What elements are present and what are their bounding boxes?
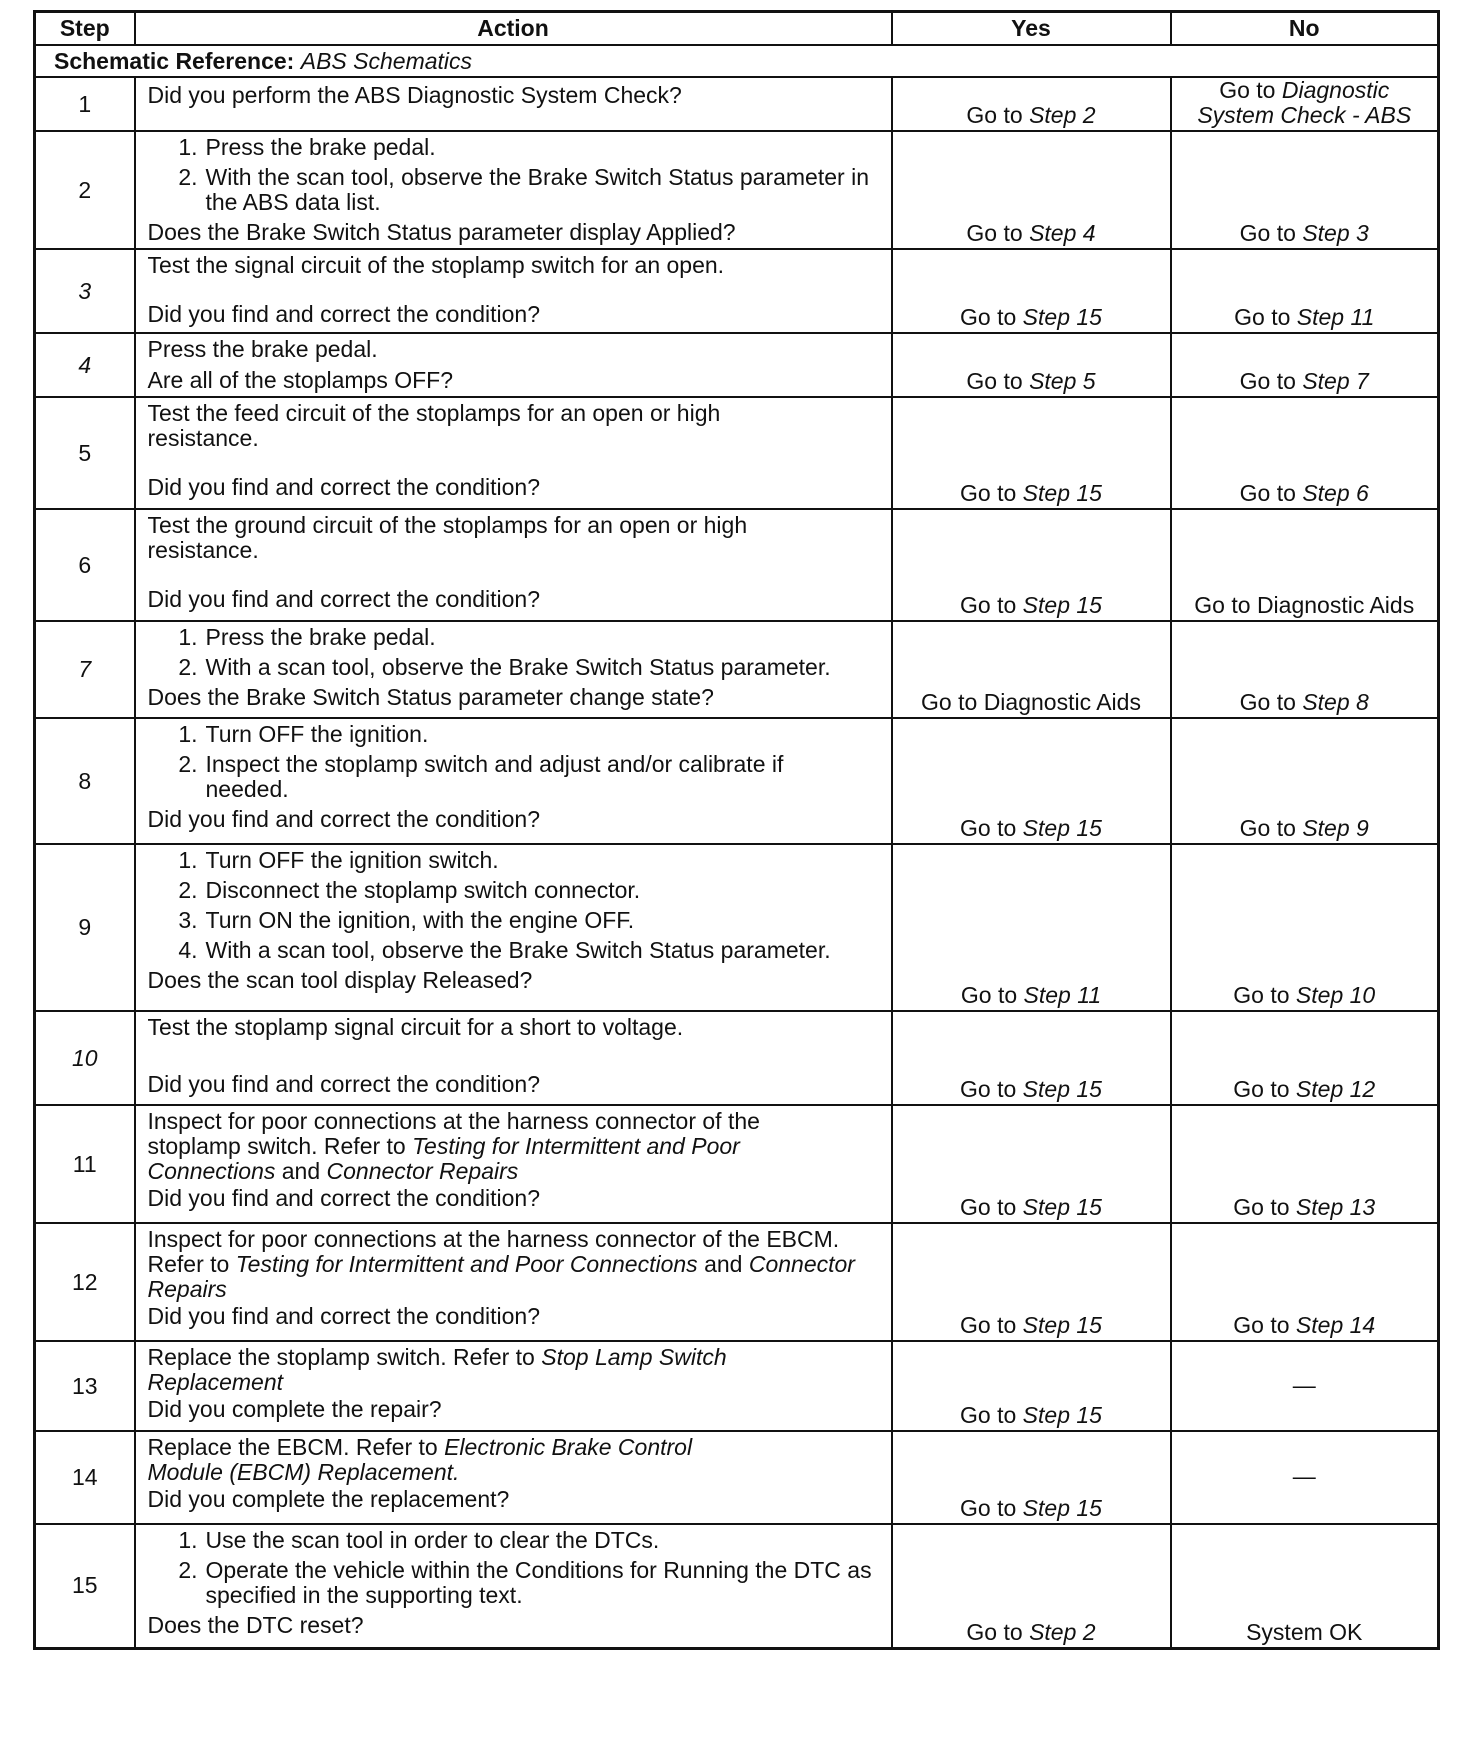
header-yes: Yes xyxy=(892,12,1171,46)
step-number: 5 xyxy=(35,397,135,509)
question-text: Did you find and correct the condition? xyxy=(147,1071,541,1097)
question-text: Did you complete the repair? xyxy=(147,1396,442,1422)
yes-cell[interactable]: Go to Step 15 xyxy=(892,249,1171,333)
action-text: Test the ground circuit of the stoplamps for an open or high resistance. xyxy=(147,512,748,563)
yes-cell[interactable]: Go to Step 5 xyxy=(892,333,1171,397)
action-cell xyxy=(135,1524,892,1648)
action-steps-list xyxy=(148,135,883,215)
yes-cell[interactable] xyxy=(892,77,1171,131)
table-row xyxy=(35,77,1439,131)
no-cell[interactable]: Go to Step 8 xyxy=(1171,621,1439,718)
yes-target-link[interactable]: Step 15 xyxy=(1022,592,1102,618)
action-cell xyxy=(135,131,892,249)
action-cell xyxy=(135,1341,892,1431)
table-row xyxy=(35,1341,1439,1431)
action-text: Replace the EBCM. Refer to Electronic Brake Control Module (EBCM) Replacement. xyxy=(147,1434,693,1485)
step-number: 14 xyxy=(35,1431,135,1524)
action-text: Inspect for poor connections at the harness connector of the stoplamp switch. Refer to Testing for Intermittent and Poor Connections and Connector Repairs xyxy=(147,1108,760,1184)
action-cell xyxy=(135,77,892,131)
no-target-link[interactable]: Step 14 xyxy=(1295,1312,1376,1338)
yes-cell[interactable]: Go to Step 11 xyxy=(892,844,1171,1011)
question-text: Did you complete the replacement? xyxy=(147,1486,510,1512)
action-text: Test the stoplamp signal circuit for a short to voltage. xyxy=(147,1014,684,1040)
action-steps-list xyxy=(148,722,883,802)
table-row xyxy=(35,249,1439,333)
reference-link[interactable]: Connector Repairs xyxy=(326,1158,519,1184)
question-text: Did you find and correct the condition? xyxy=(147,806,541,832)
action-cell xyxy=(135,844,892,1011)
action-text: Test the feed circuit of the stoplamps for an open or high resistance. xyxy=(147,400,721,451)
yes-target-link[interactable]: Step 15 xyxy=(1022,1312,1102,1338)
no-cell[interactable]: Go to Step 9 xyxy=(1171,718,1439,844)
yes-target-link[interactable]: Step 15 xyxy=(1022,1194,1102,1220)
yes-target-link[interactable]: Step 15 xyxy=(1022,304,1102,330)
no-cell[interactable]: Go to Step 6 xyxy=(1171,397,1439,509)
list-item: 1. Press the brake pedal. xyxy=(178,624,436,650)
no-target-link[interactable]: Step 6 xyxy=(1302,480,1369,506)
no-cell[interactable]: Go to Step 13 xyxy=(1171,1105,1439,1223)
no-cell[interactable]: Go to Diagnostic Aids xyxy=(1171,509,1439,621)
question-text: Are all of the stoplamps OFF? xyxy=(147,367,454,393)
header-action: Action xyxy=(135,12,892,46)
yes-cell[interactable]: Go to Step 15 xyxy=(892,1223,1171,1341)
action-cell xyxy=(135,1011,892,1105)
list-item: 1. Turn OFF the ignition switch. xyxy=(178,847,499,873)
yes-target-link[interactable]: Step 5 xyxy=(1029,368,1096,394)
no-target-link[interactable]: Step 3 xyxy=(1302,220,1369,246)
yes-target-link[interactable]: Step 11 xyxy=(1023,982,1102,1008)
step-number: 3 xyxy=(35,249,135,333)
no-target-link[interactable]: Step 11 xyxy=(1296,304,1375,330)
question-text: Does the Brake Switch Status parameter display Applied? xyxy=(147,219,736,245)
question-text: Did you find and correct the condition? xyxy=(147,301,541,327)
reference-link[interactable]: Testing for Intermittent and Poor Connections xyxy=(147,1133,740,1184)
table-row xyxy=(35,1011,1439,1105)
question-text: Does the DTC reset? xyxy=(147,1612,364,1638)
no-cell: — xyxy=(1171,1341,1439,1431)
yes-target-link[interactable]: Step 2 xyxy=(1029,102,1096,128)
list-item: 2. Disconnect the stoplamp switch connector. xyxy=(178,877,641,903)
yes-cell[interactable]: Go to Step 2 xyxy=(892,1524,1171,1648)
yes-cell[interactable]: Go to Step 15 xyxy=(892,1105,1171,1223)
yes-target-link[interactable]: Step 15 xyxy=(1022,1402,1102,1428)
no-target-link[interactable]: Step 7 xyxy=(1302,368,1369,394)
step-number: 9 xyxy=(35,844,135,1011)
no-cell[interactable]: Go to Step 11 xyxy=(1171,249,1439,333)
table-row xyxy=(35,397,1439,509)
list-item: 2. Inspect the stoplamp switch and adjust and/or calibrate if needed. xyxy=(178,751,784,802)
question-text: Did you find and correct the condition? xyxy=(147,1303,541,1329)
no-cell[interactable] xyxy=(1171,77,1439,131)
table-row xyxy=(35,333,1439,397)
yes-cell[interactable]: Go to Step 15 xyxy=(892,718,1171,844)
yes-target-link[interactable]: Step 2 xyxy=(1029,1618,1096,1645)
yes-target-link[interactable]: Step 15 xyxy=(1022,815,1102,841)
step-number: 11 xyxy=(35,1105,135,1223)
no-line-2[interactable]: System Check - ABS xyxy=(1197,102,1412,128)
no-target-link[interactable]: Step 10 xyxy=(1295,982,1376,1008)
action-steps-list xyxy=(148,848,883,963)
schematic-label: Schematic Reference: xyxy=(54,47,295,74)
action-cell xyxy=(135,621,892,718)
header-step: Step xyxy=(35,12,135,46)
no-target-link[interactable]: Step 13 xyxy=(1295,1194,1376,1220)
yes-cell[interactable]: Go to Step 15 xyxy=(892,509,1171,621)
list-item: 2. With the scan tool, observe the Brake Switch Status parameter in the ABS data list. xyxy=(178,164,869,215)
table-row xyxy=(35,1105,1439,1223)
question-text: Does the scan tool display Released? xyxy=(147,967,533,993)
action-cell xyxy=(135,1105,892,1223)
list-item: 1. Press the brake pedal. xyxy=(178,134,436,160)
step-number: 12 xyxy=(35,1223,135,1341)
list-item: 1. Turn OFF the ignition. xyxy=(178,721,429,747)
action-steps-list xyxy=(148,1528,883,1608)
reference-link[interactable]: Stop Lamp Switch Replacement xyxy=(147,1344,727,1395)
diagnostic-table xyxy=(33,10,1440,1650)
table-row xyxy=(35,844,1439,1011)
go-to-label: Go to xyxy=(1219,77,1276,103)
no-cell: — xyxy=(1171,1431,1439,1524)
yes-cell[interactable]: Go to Step 15 xyxy=(892,1341,1171,1431)
table-row xyxy=(35,131,1439,249)
no-cell[interactable]: Go to Step 12 xyxy=(1171,1011,1439,1105)
no-cell: System OK xyxy=(1171,1524,1439,1648)
action-cell xyxy=(135,249,892,333)
schematic-row xyxy=(35,45,1439,77)
action-steps-list xyxy=(148,625,883,680)
table-row xyxy=(35,1431,1439,1524)
no-target-link[interactable]: Step 8 xyxy=(1302,689,1369,715)
step-number: 10 xyxy=(35,1011,135,1105)
table-row xyxy=(35,621,1439,718)
action-cell xyxy=(135,509,892,621)
table-row xyxy=(35,1223,1439,1341)
action-text: Inspect for poor connections at the harness connector of the EBCM. Refer to Testing for Intermittent and Poor Connections and Connector Repairs xyxy=(147,1226,855,1302)
list-item: 1. Use the scan tool in order to clear the DTCs. xyxy=(178,1527,660,1553)
question-text: Did you find and correct the condition? xyxy=(147,1185,541,1211)
no-line-1: Go to Diagnostic xyxy=(1219,77,1390,103)
yes-cell[interactable]: Go to Step 15 xyxy=(892,1431,1171,1524)
yes-target-link[interactable]: Step 15 xyxy=(1022,480,1102,506)
action-text: Press the brake pedal. xyxy=(147,336,378,362)
yes-cell[interactable]: Go to Step 15 xyxy=(892,397,1171,509)
question-text: Did you find and correct the condition? xyxy=(147,474,541,500)
table-row xyxy=(35,718,1439,844)
step-number: 7 xyxy=(35,621,135,718)
step-number: 15 xyxy=(35,1524,135,1648)
reference-link[interactable]: Testing for Intermittent and Poor Connections xyxy=(235,1251,698,1277)
question-text: Does the Brake Switch Status parameter change state? xyxy=(147,684,714,710)
list-item: 4. With a scan tool, observe the Brake Switch Status parameter. xyxy=(178,937,831,963)
header-no: No xyxy=(1171,12,1439,46)
question-text: Did you perform the ABS Diagnostic System Check? xyxy=(147,82,682,108)
table-row xyxy=(35,509,1439,621)
action-cell xyxy=(135,1431,892,1524)
header-row xyxy=(35,12,1439,46)
action-text: Test the signal circuit of the stoplamp switch for an open. xyxy=(147,252,725,278)
yes-target-link[interactable]: Step 15 xyxy=(1022,1495,1102,1521)
reference-link[interactable]: Connector Repairs xyxy=(147,1251,855,1302)
schematic-reference xyxy=(35,45,1439,77)
list-item: 2. Operate the vehicle within the Conditions for Running the DTC as specified in the supporting text. xyxy=(178,1557,872,1608)
step-number: 4 xyxy=(35,333,135,397)
no-cell[interactable]: Go to Step 10 xyxy=(1171,844,1439,1011)
no-cell[interactable]: Go to Step 7 xyxy=(1171,333,1439,397)
list-item: 2. With a scan tool, observe the Brake Switch Status parameter. xyxy=(178,654,831,680)
yes-target-link[interactable]: Step 15 xyxy=(1022,1076,1102,1102)
action-cell xyxy=(135,333,892,397)
yes-cell[interactable]: Go to Diagnostic Aids xyxy=(892,621,1171,718)
yes-cell[interactable]: Go to Step 4 xyxy=(892,131,1171,249)
step-number: 6 xyxy=(35,509,135,621)
table-row xyxy=(35,1524,1439,1648)
step-number: 13 xyxy=(35,1341,135,1431)
action-cell xyxy=(135,718,892,844)
no-cell[interactable]: Go to Step 3 xyxy=(1171,131,1439,249)
no-target-link[interactable]: Step 9 xyxy=(1302,815,1369,841)
reference-link[interactable]: Electronic Brake Control Module (EBCM) Replacement. xyxy=(147,1434,693,1485)
no-target-link[interactable]: Step 12 xyxy=(1295,1076,1376,1102)
yes-target-link[interactable]: Step 4 xyxy=(1029,220,1096,246)
yes-cell[interactable]: Go to Step 15 xyxy=(892,1011,1171,1105)
list-item: 3. Turn ON the ignition, with the engine OFF. xyxy=(178,907,635,933)
schematic-link[interactable]: ABS Schematics xyxy=(300,47,473,74)
go-to-label: Go to xyxy=(966,102,1023,128)
action-text: Replace the stoplamp switch. Refer to Stop Lamp Switch Replacement xyxy=(147,1344,727,1395)
step-number: 1 xyxy=(35,77,135,131)
action-cell xyxy=(135,1223,892,1341)
question-text: Did you find and correct the condition? xyxy=(147,586,541,612)
action-cell xyxy=(135,397,892,509)
no-cell[interactable]: Go to Step 14 xyxy=(1171,1223,1439,1341)
step-number: 2 xyxy=(35,131,135,249)
step-number: 8 xyxy=(35,718,135,844)
